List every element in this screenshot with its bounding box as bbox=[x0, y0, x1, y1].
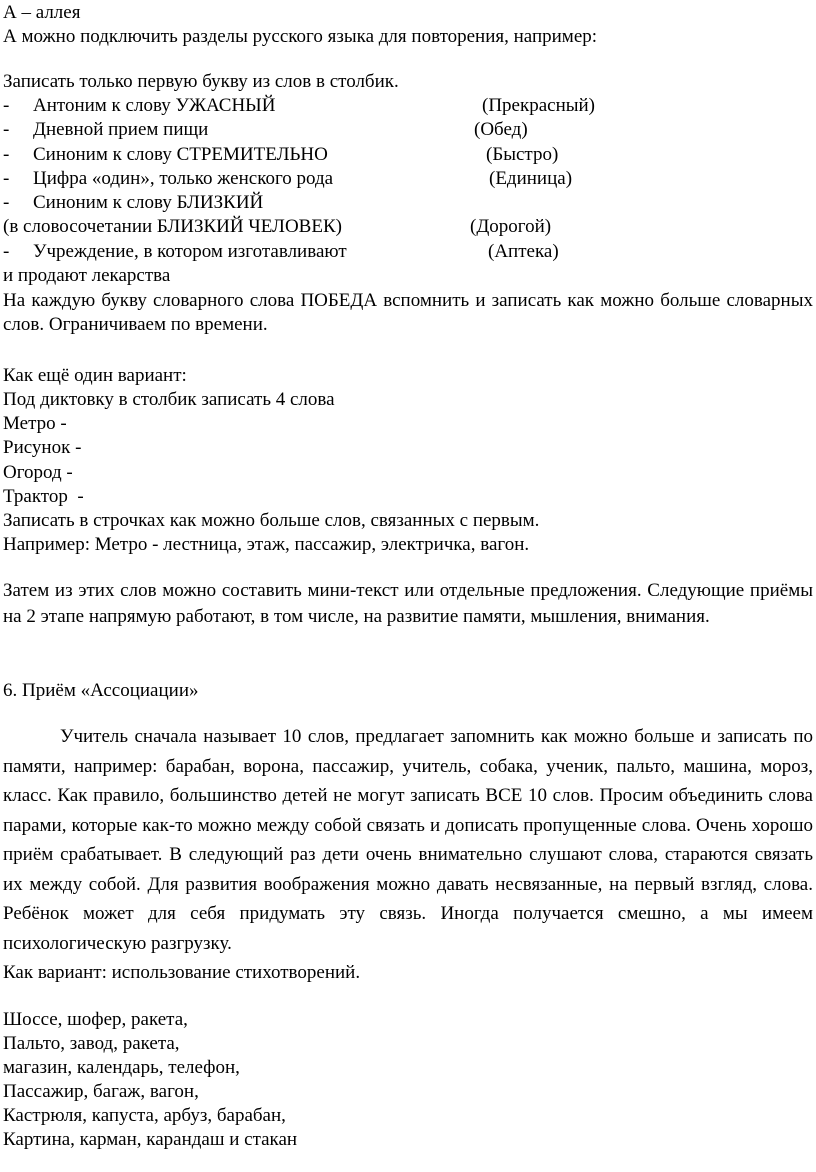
list-dash: - bbox=[3, 192, 10, 213]
write-lines: Записать в строчках как можно больше слов, связанных с первым. bbox=[3, 510, 540, 531]
word-item: Рисунок - bbox=[3, 437, 82, 458]
list-item-answer: (Аптека) bbox=[488, 241, 559, 262]
list-dash: - bbox=[3, 241, 10, 262]
list-item-answer: (Дорогой) bbox=[470, 216, 552, 237]
list-dash: - bbox=[3, 144, 10, 165]
list-item-answer: (Прекрасный) bbox=[482, 95, 596, 116]
list-item-answer: (Единица) bbox=[489, 168, 573, 189]
paragraph-then: Затем из этих слов можно составить мини-текст или отдельные предложения. Следующие приёмы на 2 этапе напрямую работают, в том числе, на развитие памяти, мышления, внимания. bbox=[3, 580, 813, 627]
example-line: Например: Метро - лестница, этаж, пассажир, электричка, вагон. bbox=[3, 534, 530, 555]
list-item-continuation: (в словосочетании БЛИЗКИЙ ЧЕЛОВЕК) bbox=[3, 216, 342, 237]
poem-line: магазин, календарь, телефон, bbox=[3, 1057, 240, 1078]
poem-line: Пальто, завод, ракета, bbox=[3, 1033, 180, 1054]
paragraph-teacher: Учитель сначала называет 10 слов, предлагает запомнить как можно больше и записать по памяти, например: барабан, ворона, пассажир, учитель, собака, ученик, пальто, машина, мороз, класс. Как правило, большинство детей не могут записать ВСЕ 10 слов. Просим объединить слова парами, которые как-то можно между собой связать и дописать пропущенные слова. Очень хорошо приём срабатывает. В следующий раз дети очень внимательно слушают слова, стараются связать их между собой. Для развития воображения можно давать несвязанные, на первый взгляд, слова. Ребёнок может для себя придумать эту связь. Иногда получается смешно, а мы имеем психологическую разгрузку. bbox=[3, 726, 813, 954]
poem-line: Пассажир, багаж, вагон, bbox=[3, 1081, 199, 1102]
list-item-text: Дневной прием пищи bbox=[33, 119, 209, 140]
list-item-text: Цифра «один», только женского рода bbox=[33, 168, 334, 189]
list-item-text: Синоним к слову БЛИЗКИЙ bbox=[33, 192, 264, 213]
line-intro: А можно подключить разделы русского языка для повторения, например: bbox=[3, 26, 598, 47]
list-item-answer: (Обед) bbox=[474, 119, 528, 140]
poem-intro: Как вариант: использование стихотворений. bbox=[3, 962, 361, 983]
poem-line: Шоссе, шофер, ракета, bbox=[3, 1009, 188, 1030]
list-dash: - bbox=[3, 168, 10, 189]
variant-line: Как ещё один вариант: bbox=[3, 365, 187, 386]
poem-line: Картина, карман, карандаш и стакан bbox=[3, 1129, 298, 1150]
word-item: Трактор - bbox=[3, 486, 84, 507]
word-item: Огород - bbox=[3, 462, 73, 483]
list-item-text: Учреждение, в котором изготавливают bbox=[33, 241, 347, 262]
line-alley: А – аллея bbox=[3, 2, 81, 23]
list-item-text: Антоним к слову УЖАСНЫЙ bbox=[33, 95, 276, 116]
word-item: Метро - bbox=[3, 413, 67, 434]
poem-line: Кастрюля, капуста, арбуз, барабан, bbox=[3, 1105, 286, 1126]
list-dash: - bbox=[3, 119, 10, 140]
dictation-line: Под диктовку в столбик записать 4 слова bbox=[3, 389, 335, 410]
task-line: Записать только первую букву из слов в столбик. bbox=[3, 71, 399, 92]
list-dash: - bbox=[3, 95, 10, 116]
list-item-text: Синоним к слову СТРЕМИТЕЛЬНО bbox=[33, 144, 328, 165]
heading-associations: 6. Приём «Ассоциации» bbox=[3, 680, 199, 701]
paragraph-pobeda: На каждую букву словарного слова ПОБЕДА вспомнить и записать как можно больше словарных слов. Ограничиваем по времени. bbox=[3, 290, 813, 335]
list-item-answer: (Быстро) bbox=[486, 144, 559, 165]
list-item-continuation: и продают лекарства bbox=[3, 265, 171, 286]
